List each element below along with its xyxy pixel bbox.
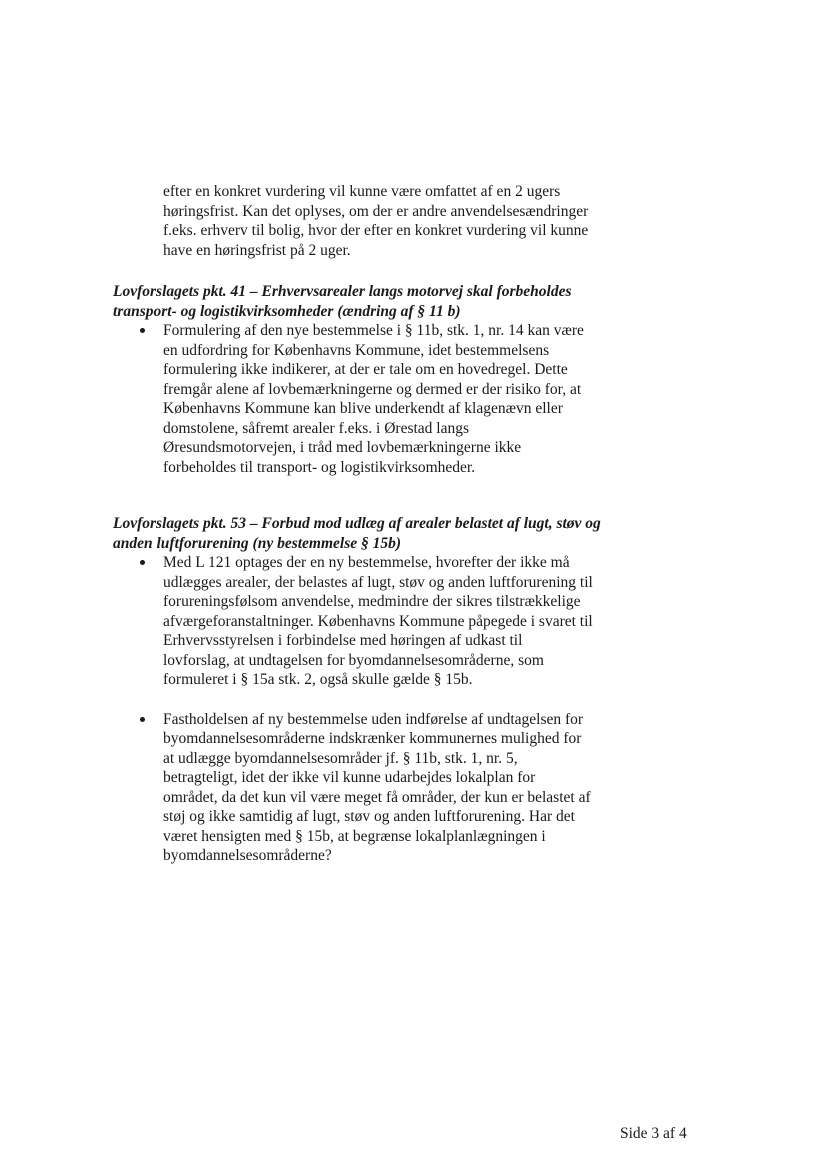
list-item: [113, 553, 613, 690]
section-heading-pkt-53: Lovforslagets pkt. 53 – Forbud mod udlæg af arealer belastet af lugt, støv og anden luftforurening (ny bestemmelse § 15b): [113, 515, 601, 552]
bullet-list-pkt-53: [113, 553, 613, 866]
list-spacer: [113, 690, 613, 710]
list-item: [113, 710, 613, 866]
bullet-icon: [140, 560, 145, 565]
bullet-icon: [140, 328, 145, 333]
bullet-text: Med L 121 optages der en ny bestemmelse, hvorefter der ikke må udlægges arealer, der belastes af lugt, støv og anden luftforurening til forureningsfølsom anvendelse, medmindre der sikres tilstrækkelige afværgeforanstaltninger. Københavns Kommune påpegede i svaret til Erhvervsstyrelsen i forbindelse med høringen af udkast til lovforslag, at undtagelsen for byomdannelsesområderne, som formuleret i § 15a stk. 2, også skulle gælde § 15b.: [163, 554, 593, 688]
bullet-list-pkt-41: [113, 321, 613, 477]
bullet-text: Fastholdelsen af ny bestemmelse uden indførelse af undtagelsen for byomdannelsesområderne indskrænker kommunernes mulighed for at udlægge byomdannelsesområder jf. § 11b, stk. 1, nr. 5, betragteligt, idet der ikke vil kunne udarbejdes lokalplan for området, da det kun vil være meget få områder, der kun er belastet af støj og ikke samtidig af lugt, støv og anden luftforurening. Har det været hensigten med § 15b, at begrænse lokalplanlægningen i byomdannelsesområderne?: [163, 710, 591, 864]
bullet-text: Formulering af den nye bestemmelse i § 11b, stk. 1, nr. 14 kan være en udfordring for Københavns Kommune, idet bestemmelsens formulering ikke indikerer, at der er tale om en hovedregel. Dette fremgår alene af lovbemærkningerne og dermed er der risiko for, at Københavns Kommune kan blive underkendt af klagenævn eller domstolene, såfremt arealer f.eks. i Ørestad langs Øresundsmotorvejen, i tråd med lovbemærkningerne ikke forbeholdes til transport- og logistikvirksomheder.: [163, 322, 584, 476]
bullet-icon: [140, 717, 145, 722]
list-item: [113, 321, 613, 477]
section-heading-pkt-41: Lovforslagets pkt. 41 – Erhvervsarealer langs motorvej skal forbeholdes transport- og logistikvirksomheder (ændring af § 11 b): [113, 283, 572, 320]
page-number: Side 3 af 4: [620, 1125, 687, 1142]
intro-paragraph: efter en konkret vurdering vil kunne være omfattet af en 2 ugers høringsfrist. Kan det oplyses, om der er andre anvendelsesændringer f.eks. erhverv til bolig, hvor der efter en konkret vurdering vil kunne have en høringsfrist på 2 uger.: [163, 183, 589, 259]
